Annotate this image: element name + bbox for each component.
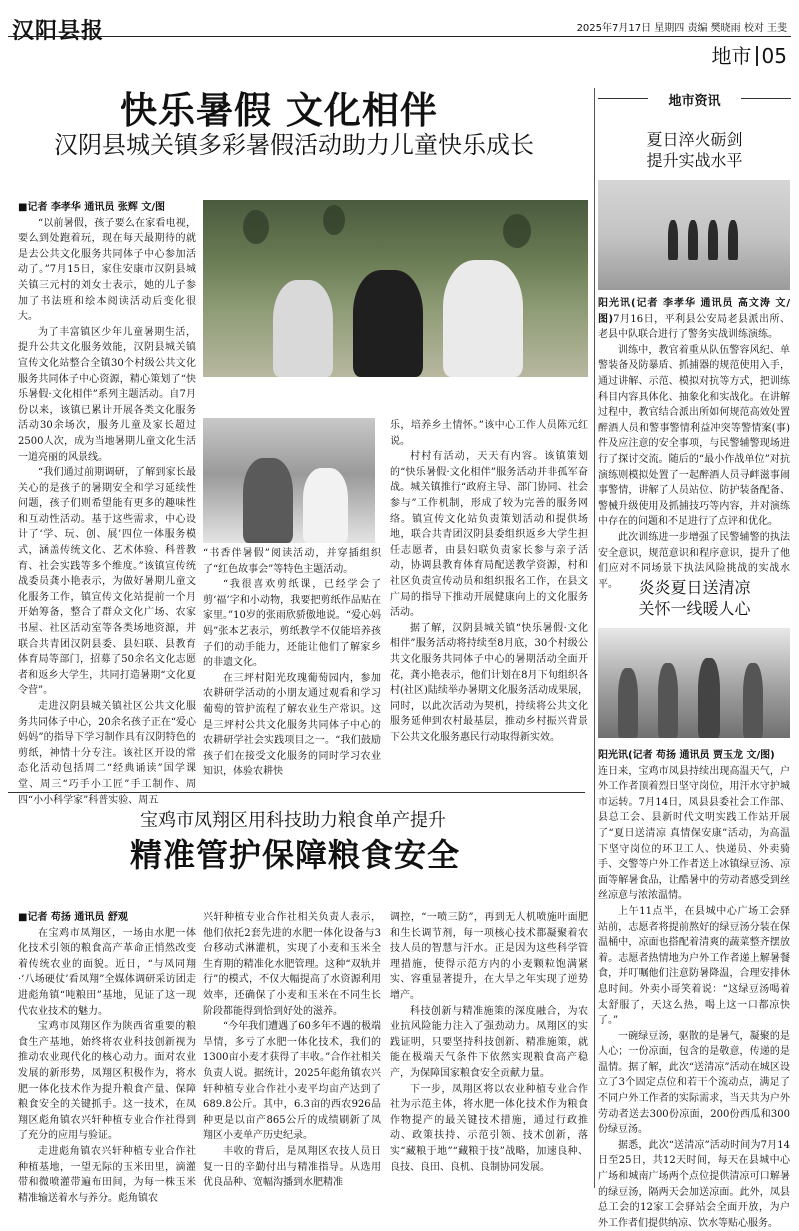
lead-c2-p1: “书香伴暑假”阅读活动，并穿插组织了“红色故事会”等特色主题活动。 — [203, 548, 381, 575]
story2-title-line1: 炎炎夏日送清凉 — [638, 578, 751, 597]
second-c3-p1: 调控，“一喷三防”，再到无人机喷施叶面肥和生长调节剂，每一项核心技术都凝聚着农技人员的智慧与汗水。正是因为这些科学管理措施，使得示范方内的小麦颗粒饱满紧实、容重显著提升，在大旱之年实现了逆势增产。 — [390, 912, 588, 1001]
lead-c3-p3: 据了解，汉阴县城关镇“快乐暑假·文化相伴”服务活动将持续至8月底，30个村级公共文化服务共同体子中心的暑期活动全面开花，龚小艳表示，他们计划在8月下旬组织各村(社区)陆续举办暑期文化服务活动成果展，同时，以此次活动为契机，持续将公共文化服务延伸到农村最基层，推动乡村振兴背景下公共文化服务惠民行动取得新实效。 — [390, 622, 588, 743]
story2-byline: 阳光讯(记者 苟扬 通讯员 贾玉龙 文/图) — [598, 750, 775, 761]
story1-byline: 阳光讯(记者 李孝华 通讯员 高文涛 文/图) — [598, 298, 790, 325]
page-number: 05 — [761, 44, 787, 68]
section-name: 地市 — [711, 44, 752, 68]
second-c2-p1: 兴轩种植专业合作社相关负责人表示，他们依托2套先进的水肥一体化设备与3台移动式淋灌机，实现了小麦和玉米全生育期的精准化水肥管理。这种“双轨并行”的模式，不仅大幅提高了水资源利用效率，还确保了小麦和玉米在不同生长阶段都能得到恰到好处的滋养。 — [203, 912, 381, 1017]
story1-body — [598, 296, 790, 592]
lead-byline: ■记者 李孝华 通讯员 张辉 文/图 — [18, 202, 166, 213]
second-column-2 — [203, 910, 381, 1191]
second-c1-p3: 走进彪角镇农兴轩种植专业合作社种植基地，一望无际的玉米田里，滴灌带和微喷灌带遍布田间，为每一株玉米精准输送着水与养分。彪角镇农 — [18, 1145, 196, 1204]
lead-c1-p1: “以前暑假，孩子要么在家看电视，要么到处跑着玩，现在每天最期待的就是去公共文化服务共同体子中心参加活动了。”7月15日，家住安康市汉阴县城关镇三元村的刘女士表示，她的儿子参加了书法班和绘本阅读活动后变化很大。 — [18, 217, 196, 323]
lead-c2-p3: 在三坪村阳光玫瑰葡萄园内，参加农耕研学活动的小朋友通过观看和学习葡萄的管护流程了解农业生产常识。这是三坪村公共文化服务共同体子中心的农耕研学社会实践项目之一。“我们鼓励孩子们在接受文化服务的同时学习农业知识，体验农耕快 — [203, 672, 381, 778]
story1-title-line1: 夏日淬火砺剑 — [646, 130, 743, 149]
second-column-3 — [390, 910, 588, 1175]
dateline: 2025年7月17日 星期四 责编 樊晓雨 校对 王斐 — [576, 23, 787, 34]
story2-body — [598, 748, 790, 1231]
story-separator — [8, 792, 585, 793]
lead-column-1 — [18, 200, 196, 808]
second-subheadline: 宝鸡市凤翔区用科技助力粮食单产提升 — [140, 810, 446, 831]
second-byline: ■记者 苟扬 通讯员 舒观 — [18, 912, 128, 923]
police-drill-photo — [598, 180, 790, 290]
second-c3-p3: 下一步，凤翔区将以农业种植专业合作社为示范主体，将水肥一体化技术作为粮食作物提产的最关键技术措施，通过行政推动、政策扶持、示范引领、技术创新，落实“藏粮于地”“藏粮于技”战略，加速良种、良技、良田、良机、良制协同发展。 — [390, 1083, 588, 1173]
story1-p1: 7月16日，平利县公安局老县派出所、老县中队联合进行了警务实战训练演练。 — [598, 313, 790, 341]
story2-p1: 连日来，宝鸡市凤县持续出现高温天气，户外工作者顶着烈日坚守岗位，用汗水守护城市运转。7月14日，凤县县委社会工作部、县总工会、县新时代文明实践工作站开展了“夏日送清凉 真情保安康”活动，为高温下坚守岗位的环卫工人、快递员、外卖骑手、交警等户外工作者送上冰镇绿豆汤、凉面等解暑食品，让酷暑中的劳动者感受到丝丝凉意与浓浓温情。 — [598, 765, 790, 902]
lead-c2-p2: “我很喜欢剪纸课，已经学会了剪‘福’字和小动物，我要把剪纸作品贴在家里。”10岁的张雨欣骄傲地说。“爱心妈妈”张本艺表示，剪纸教学不仅能培养孩子们的动手能力，还能让他们了解家乡的非遗文化。 — [203, 579, 381, 669]
column-divider — [594, 88, 595, 1188]
second-column-1 — [18, 910, 196, 1206]
newspaper-logo: 汉阳县报 — [12, 18, 105, 44]
lead-headline: 快乐暑假 文化相伴 — [120, 89, 438, 132]
lead-column-2 — [203, 546, 381, 780]
cooling-delivery-photo — [598, 628, 790, 738]
second-c1-p1: 在宝鸡市凤翔区，一场由水肥一体化技术引领的粮食高产革命正悄然改变着传统农业的面貌。近日，“与凤同翔·‘八场硬仗’看凤翔”全媒体调研采访团走进彪角镇“吨粮田”基地，见证了这一现代农业技术的魅力。 — [18, 927, 196, 1017]
second-c1-p2: 宝鸡市凤翔区作为陕西省重要的粮食生产基地，始终将农业科技创新视为推动农业现代化的核心动力。面对农业发展的新形势，凤翔区积极作为，将水肥一体化技术作为提升粮食产量、保障粮食安全的关键抓手。这一技术，在凤翔区彪角镇农兴轩种植专业合作社得到了充分的应用与验证。 — [18, 1021, 196, 1142]
grape-picking-photo — [203, 200, 588, 377]
story1-title-line2: 提升实战水平 — [646, 151, 743, 170]
lead-subheadline: 汉阴县城关镇多彩暑假活动助力儿童快乐成长 — [54, 131, 534, 159]
lead-c1-p4: 走进汉阴县城关镇社区公共文化服务共同体子中心，20余名孩子正在“爱心妈妈”的指导下学习制作具有汉阴特色的剪纸，神情十分专注。该社区开设的常态化活动包括周二“经典诵读”国学课堂、周三“巧手小工匠”手工制作、周四“小小科学家”科普实验、周五 — [18, 701, 196, 806]
section-label — [712, 40, 787, 69]
lead-c1-p3: “我们通过前期调研，了解到家长最关心的是孩子的暑期安全和学习延续性问题，孩子们则希望能有更多的趣味性和互动性活动。基于这些需求，中心设计了‘学、玩、创、展’四位一体服务模式，涵盖传统文化、艺术体验、科普教育、社会实践等多个维度。”该镇宣传统战委员龚小艳表示，为做好暑期儿童文化服务工作，镇宣传文化站提前一个月开始筹备，整合了群众文化广场、农家书屋、社区活动室等各类场地资源，并联合共青团汉阴县委、县妇联、县教育体育局等部门，招募了50余名文化志愿者和返乡大学生，共同打造暑期“文化夏令营”。 — [18, 467, 196, 697]
papercut-class-photo — [203, 418, 375, 543]
section-divider — [756, 46, 758, 66]
story1-p2: 训练中，教官着重从队伍警容风纪、单警装备及防暴盾、抓捕器的规范使用入手，通过讲解、示范、模拟对抗等方式，把训练科目内容具体化、抽象化和实战化。在讲解过程中，教官结合派出所如何规范高效处置醉酒人员和警事警情利益冲突等警情案(事)件及应注意的安全事项，与民警辅警现场进行了探讨交流。随后的“最小作战单位”对抗演练则模拟处置了一起醉酒人员寻衅滋事闹事警情，讲解了人员站位、防护装备配备、警械升级使用及抓捕技巧等内容，并对演练中存在的问题和不足进行了点评和优化。 — [598, 344, 790, 528]
second-c3-p2: 科技创新与精准施策的深度融合，为农业抗风险能力注入了强劲动力。凤翔区的实践证明，只要坚持科技创新、精准施策，就能在极端天气条件下依然实现粮食高产稳产，为保障国家粮食安全贡献力量。 — [390, 1005, 588, 1079]
story2-title-line2: 关怀一线暖人心 — [638, 599, 751, 618]
lead-column-3 — [390, 418, 588, 745]
sidebar-heading: 地市资讯 — [598, 90, 791, 109]
story1-p3: 此次训练进一步增强了民警辅警的执法安全意识，规范意识和程序意识，提升了他们应对不同场景下执法风险挑战的实战水平。 — [598, 531, 790, 590]
second-c2-p2: “今年我们遭遇了60多年不遇的极端旱情，多亏了水肥一体化技术，我们的1300亩小麦才获得了丰收。”合作社相关负责人说。据统计，2025年彪角镇农兴轩种植专业合作社小麦平均亩产达到了689.8公斤。其中，6.3亩的西农926品种更是以亩产865公斤的成绩刷新了凤翔区小麦单产历史纪录。 — [203, 1021, 381, 1142]
story2-p2: 上午11点半，在县城中心广场工会驿站前，志愿者将提前熬好的绿豆汤分装在保温桶中，凉面也搭配着清爽的蔬菜整齐摆放着。志愿者热情地为户外工作者递上解暑餐食，并叮嘱他们注意防暑降温，合理安排休息时间。外卖小哥笑着说：“这绿豆汤喝着太舒服了，天这么热，喝上这一口都凉快了。” — [598, 905, 790, 1027]
second-c2-p3: 丰收的背后，是凤翔区农技人员日复一日的辛勤付出与精准指导。从选用优良品种、宽幅沟播到水肥精准 — [203, 1145, 381, 1189]
story2-p3: 一碗绿豆汤，驱散的是暑气，凝聚的是人心；一份凉面，包含的是敬意，传递的是温情。据了解，此次“送清凉”活动在城区设立了3个固定点位和若干个流动点，满足了不同户外工作者的实际需求，当天共为户外劳动者送去300份凉面，200份西瓜和300份绿豆汤。 — [598, 1030, 790, 1136]
lead-c3-p2: 村村有活动，天天有内容。该镇策划的“快乐暑假·文化相伴”服务活动并非孤军奋战。城关镇推行“政府主导、部门协同、社会参与”工作机制，形成了较为完善的服务网络。镇宣传文化站负责策划活动和提供场地，联合共青团汉阴县委组织返乡大学生担任志愿者，由县妇联负责家长参与亲子活动，协调县教育体育局配送教学资源，村和社区负责宣传动员和组织报名工作，在县文广局的指导下推动开展健康向上的文化服务活动。 — [390, 451, 588, 619]
story2-p4: 据悉，此次“送清凉”活动时间为7月14日至25日，共12天时间，每天在县城中心广场和城南广场两个点位提供清凉可口解暑的绿豆汤，隔两天会加送凉面。此外，凤县总工会的12家工会驿站会全面开放，为户外工作者们提供纳凉、饮水等贴心服务。 — [598, 1139, 790, 1229]
second-headline: 精准管护保障粮食安全 — [130, 836, 461, 874]
masthead-rule — [8, 36, 791, 37]
lead-c3-p1: 乐，培养乡土情怀。”该中心工作人员陈元红说。 — [390, 420, 588, 447]
lead-c1-p2: 为了丰富镇区少年儿童暑期生活，提升公共文化服务效能，汉阴县城关镇宣传文化站整合全镇30个村级公共文化服务共同体子中心资源，精心策划了“快乐暑假·文化相伴”系列主题活动。自7月份以来，该镇已累计开展各类文化服务活动30余场次，服务儿童及家长超过2500人次，成为当地暑期儿童文化生活一道亮丽的风景线。 — [18, 326, 196, 463]
